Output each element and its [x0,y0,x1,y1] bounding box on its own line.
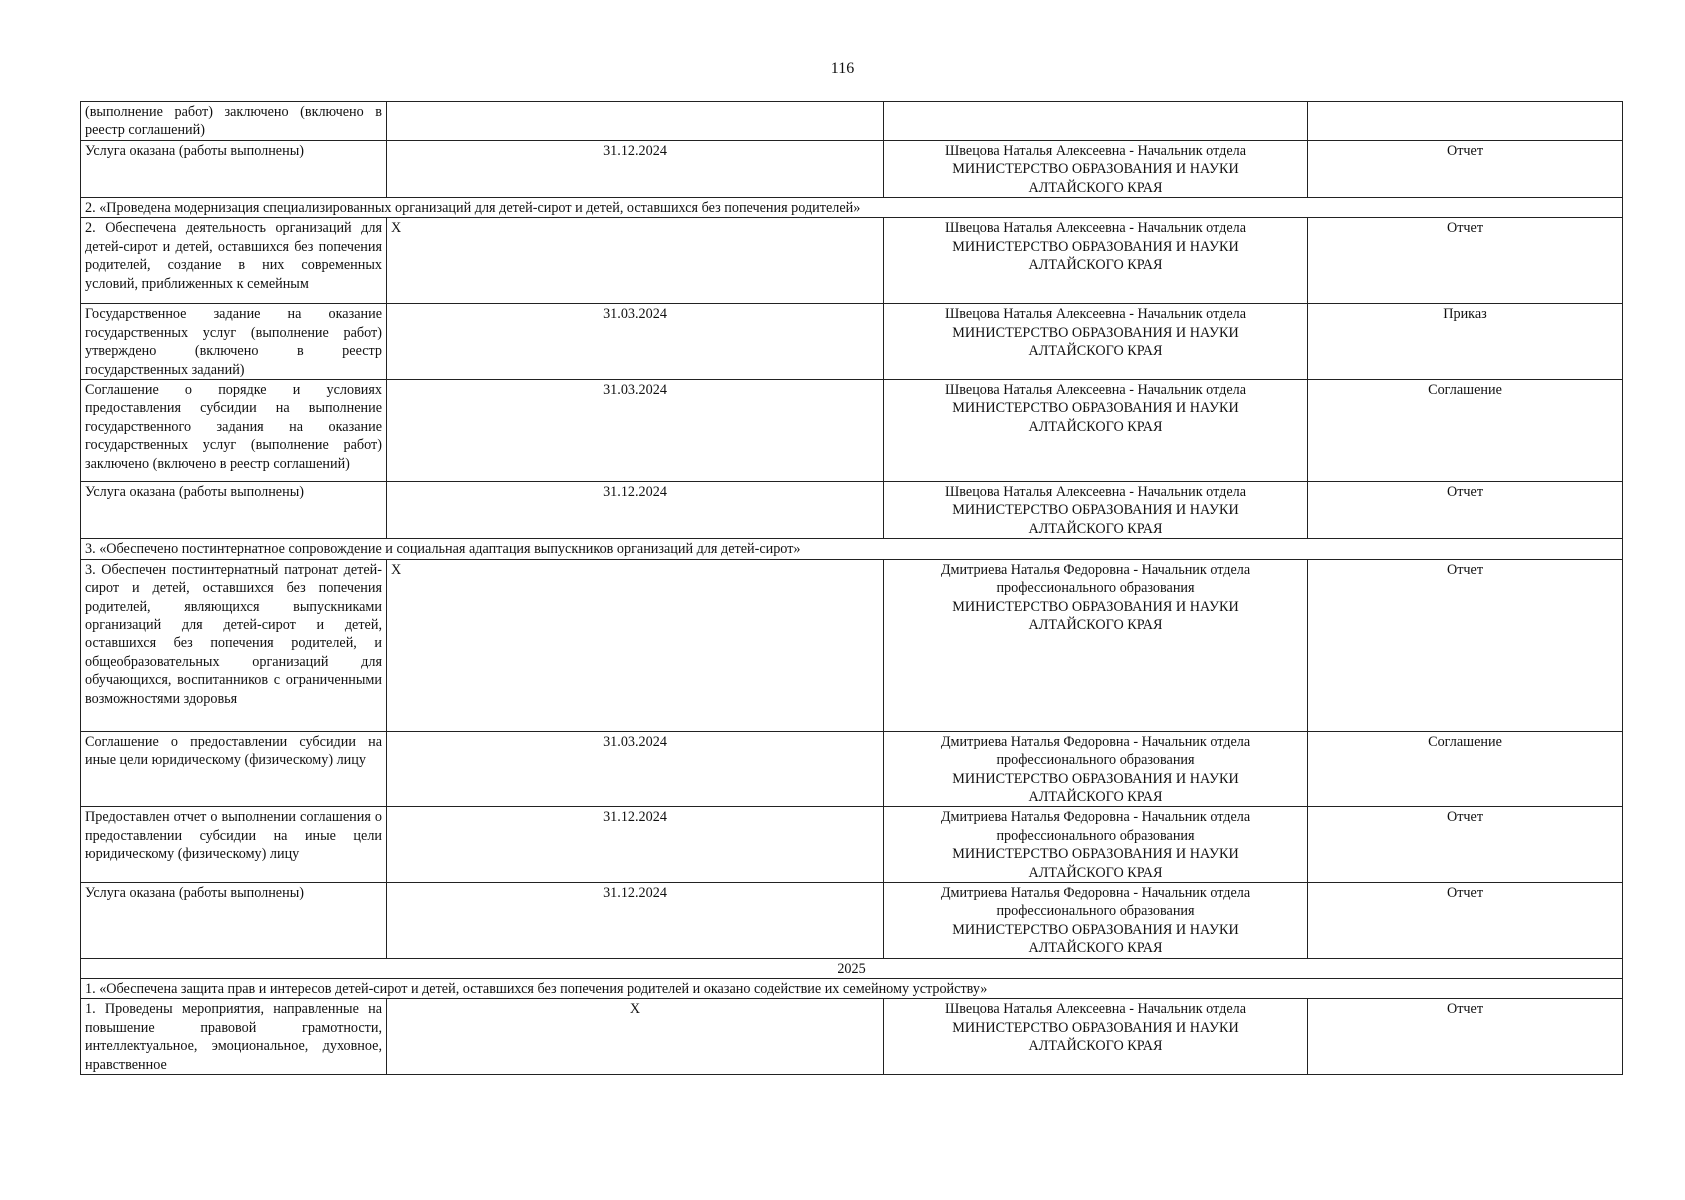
responsible-cell [884,140,1308,197]
table-row [81,102,1623,141]
section-heading: 1. «Обеспечена защита прав и интересов детей-сирот и детей, оставшихся без попечения родителей и оказано содействие их семейному устройству» [81,978,1623,998]
responsible-organization: АЛТАЙСКОГО КРАЯ [1028,1038,1163,1055]
responsible-person: Дмитриева Наталья Федоровна - Начальник отдела [940,561,1251,578]
date-cell: 31.12.2024 [387,882,884,958]
document-type-cell: Отчет [1308,482,1623,539]
table-row [81,482,1623,539]
responsible-organization: АЛТАЙСКОГО КРАЯ [1028,343,1163,360]
responsible-person: Дмитриева Наталья Федоровна - Начальник отдела [940,733,1251,750]
mark-cell: X [387,999,884,1075]
responsible-person: Дмитриева Наталья Федоровна - Начальник отдела [940,809,1251,826]
responsible-person: Швецова Наталья Алексеевна - Начальник отдела [944,484,1246,501]
responsible-organization: МИНИСТЕРСТВО ОБРАЗОВАНИЯ И НАУКИ [952,324,1239,341]
event-cell: Предоставлен отчет о выполнении соглашения о предоставлении субсидии на иные цели юридическому (физическому) лицу [81,807,387,883]
year-row [81,958,1623,978]
event-cell: Услуга оказана (работы выполнены) [81,482,387,539]
plan-table-body [81,102,1623,1075]
responsible-organization: МИНИСТЕРСТВО ОБРАЗОВАНИЯ И НАУКИ [952,502,1239,519]
responsible-person: Швецова Наталья Алексеевна - Начальник отдела [944,142,1246,159]
document-type-cell: Соглашение [1308,380,1623,482]
responsible-department: профессионального образования [996,580,1195,597]
section-heading: 2. «Проведена модернизация специализированных организаций для детей-сирот и детей, оставшихся без попечения родителей» [81,198,1623,218]
responsible-cell [884,559,1308,731]
table-row [81,999,1623,1075]
mark-cell: X [387,559,884,731]
date-cell: 31.03.2024 [387,380,884,482]
table-row [81,807,1623,883]
responsible-organization: АЛТАЙСКОГО КРАЯ [1028,179,1163,196]
document-type-cell: Отчет [1308,882,1623,958]
table-row [81,559,1623,731]
document-type-cell: Отчет [1308,140,1623,197]
document-type-cell: Отчет [1308,999,1623,1075]
mark-cell: X [387,218,884,304]
responsible-department: профессионального образования [996,827,1195,844]
date-cell: 31.03.2024 [387,731,884,807]
responsible-organization: АЛТАЙСКОГО КРАЯ [1028,788,1163,805]
document-type-cell: Отчет [1308,807,1623,883]
date-cell: 31.12.2024 [387,807,884,883]
responsible-organization: МИНИСТЕРСТВО ОБРАЗОВАНИЯ И НАУКИ [952,846,1239,863]
table-row [81,140,1623,197]
plan-table [80,101,1623,1075]
responsible-cell [884,304,1308,380]
responsible-person: Швецова Наталья Алексеевна - Начальник отдела [944,382,1246,399]
date-cell [387,102,884,141]
responsible-cell [884,102,1308,141]
responsible-person: Швецова Наталья Алексеевна - Начальник отдела [944,220,1246,237]
page-number: 116 [830,60,855,77]
event-cell: Соглашение о порядке и условиях предоставления субсидии на выполнение государственного задания на оказание государственных услуг (выполнение работ) заключено (включено в реестр соглашений) [81,380,387,482]
event-cell: 3. Обеспечен постинтернатный патронат детей-сирот и детей, оставшихся без попечения родителей, являющихся выпускниками организаций для детей-сирот и детей, оставшихся без попечения родителей, и общеобразовательных организаций для обучающихся, воспитанников с ограниченными возможностями здоровья [81,559,387,731]
table-row [81,218,1623,304]
responsible-cell [884,218,1308,304]
year-heading: 2025 [81,958,1623,978]
responsible-cell [884,380,1308,482]
responsible-organization: АЛТАЙСКОГО КРАЯ [1028,616,1163,633]
section-row [81,198,1623,218]
document-type-cell: Отчет [1308,218,1623,304]
responsible-department: профессионального образования [996,752,1195,769]
responsible-organization: МИНИСТЕРСТВО ОБРАЗОВАНИЯ И НАУКИ [952,921,1239,938]
document-type-cell: Отчет [1308,559,1623,731]
section-row [81,978,1623,998]
responsible-cell [884,999,1308,1075]
responsible-cell [884,731,1308,807]
responsible-organization: МИНИСТЕРСТВО ОБРАЗОВАНИЯ И НАУКИ [952,238,1239,255]
responsible-organization: АЛТАЙСКОГО КРАЯ [1028,940,1163,957]
event-cell: Соглашение о предоставлении субсидии на иные цели юридическому (физическому) лицу [81,731,387,807]
responsible-organization: АЛТАЙСКОГО КРАЯ [1028,418,1163,435]
responsible-department: профессионального образования [996,903,1195,920]
responsible-organization: МИНИСТЕРСТВО ОБРАЗОВАНИЯ И НАУКИ [952,598,1239,615]
section-row [81,539,1623,559]
date-cell: 31.03.2024 [387,304,884,380]
responsible-organization: АЛТАЙСКОГО КРАЯ [1028,520,1163,537]
document-type-cell: Приказ [1308,304,1623,380]
responsible-cell [884,482,1308,539]
event-cell: Услуга оказана (работы выполнены) [81,140,387,197]
event-cell: 2. Обеспечена деятельность организаций для детей-сирот и детей, оставшихся без попечения родителей, создание в них современных условий, приближенных к семейным [81,218,387,304]
event-cell: 1. Проведены мероприятия, направленные на повышение правовой грамотности, интеллектуальное, эмоциональное, духовное, нравственное [81,999,387,1075]
responsible-person: Швецова Наталья Алексеевна - Начальник отдела [944,1001,1246,1018]
table-row [81,731,1623,807]
event-cell: Услуга оказана (работы выполнены) [81,882,387,958]
responsible-organization: МИНИСТЕРСТВО ОБРАЗОВАНИЯ И НАУКИ [952,1019,1239,1036]
responsible-cell [884,882,1308,958]
table-row [81,380,1623,482]
section-heading: 3. «Обеспечено постинтернатное сопровождение и социальная адаптация выпускников организаций для детей-сирот» [81,539,1623,559]
document-type-cell: Соглашение [1308,731,1623,807]
responsible-person: Дмитриева Наталья Федоровна - Начальник отдела [940,884,1251,901]
responsible-organization: МИНИСТЕРСТВО ОБРАЗОВАНИЯ И НАУКИ [952,770,1239,787]
responsible-organization: АЛТАЙСКОГО КРАЯ [1028,864,1163,881]
table-row [81,304,1623,380]
table-row [81,882,1623,958]
date-cell: 31.12.2024 [387,140,884,197]
event-cell: (выполнение работ) заключено (включено в реестр соглашений) [81,102,387,141]
responsible-organization: МИНИСТЕРСТВО ОБРАЗОВАНИЯ И НАУКИ [952,161,1239,178]
event-cell: Государственное задание на оказание государственных услуг (выполнение работ) утверждено (включено в реестр государственных заданий) [81,304,387,380]
date-cell: 31.12.2024 [387,482,884,539]
document-type-cell [1308,102,1623,141]
responsible-cell [884,807,1308,883]
responsible-person: Швецова Наталья Алексеевна - Начальник отдела [944,306,1246,323]
responsible-organization: МИНИСТЕРСТВО ОБРАЗОВАНИЯ И НАУКИ [952,400,1239,417]
responsible-organization: АЛТАЙСКОГО КРАЯ [1028,257,1163,274]
